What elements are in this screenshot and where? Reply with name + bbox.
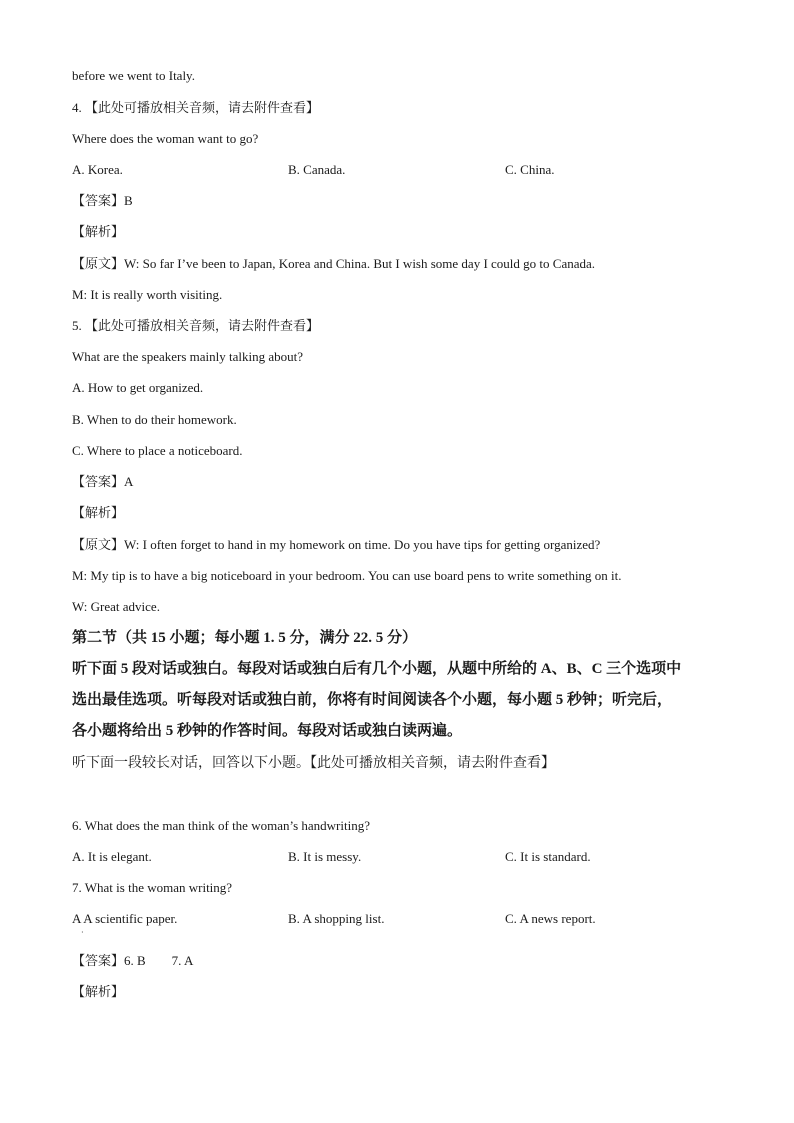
q6-q7-answer: 【答案】6. B 7. A (72, 953, 194, 968)
q4-header: 4. 【此处可播放相关音频，请去附件查看】 (72, 100, 320, 115)
q5-option-c: C. Where to place a noticeboard. (72, 443, 243, 458)
section-title: 第二节（共 15 小题；每小题 1. 5 分，满分 22. 5 分） (72, 630, 418, 646)
q5-header: 5. 【此处可播放相关音频，请去附件查看】 (72, 318, 320, 333)
q5-transcript-line: M: My tip is to have a big noticeboard in your bedroom. You can use board pens to write something on it. (72, 568, 622, 583)
q4-transcript-line: 【原文】W: So far I’ve been to Japan, Korea and China. But I wish some day I could go to Canada. (72, 256, 596, 271)
q6-q7-analysis: 【解析】 (72, 984, 125, 999)
q5-question: What are the speakers mainly talking about? (72, 349, 304, 364)
q6-option-b: B. It is messy. (288, 849, 362, 864)
q5-analysis: 【解析】 (72, 505, 125, 520)
q5-answer: 【答案】A (72, 474, 134, 489)
q6-question: 6. What does the man think of the woman’s handwriting? (72, 818, 370, 833)
q5-option-a: A. How to get organized. (72, 380, 204, 395)
prev-question-tail: before we went to Italy. (72, 68, 195, 83)
section-instructions-line: 选出最佳选项。听每段对话或独白前，你将有时间阅读各个小题，每小题 5 秒钟；听完后， (72, 692, 673, 708)
q5-transcript-line: W: Great advice. (72, 599, 160, 614)
q7-question: 7. What is the woman writing? (72, 880, 233, 895)
q4-option-c: C. China. (505, 162, 555, 177)
q6-option-a: A. It is elegant. (72, 849, 152, 864)
q4-option-a: A. Korea. (72, 162, 123, 177)
q5-transcript-line: 【原文】W: I often forget to hand in my homework on time. Do you have tips for getting organized? (72, 537, 601, 552)
q7-option-a: A A scientific paper. (72, 911, 178, 926)
audio-note: 听下面一段较长对话，回答以下小题。【此处可播放相关音频，请去附件查看】 (72, 756, 555, 771)
q4-option-b: B. Canada. (288, 162, 346, 177)
q7-option-b: B. A shopping list. (288, 911, 385, 926)
q5-option-b: B. When to do their homework. (72, 412, 237, 427)
q4-question: Where does the woman want to go? (72, 131, 259, 146)
section-instructions-line: 各小题将给出 5 秒钟的作答时间。每段对话或独白读两遍。 (72, 723, 463, 739)
section-instructions-line: 听下面 5 段对话或独白。每段对话或独白后有几个小题，从题中所给的 A、B、C 三个选项中 (72, 661, 682, 677)
q6-option-c: C. It is standard. (505, 849, 591, 864)
q7-option-c: C. A news report. (505, 911, 596, 926)
q4-analysis: 【解析】 (72, 224, 125, 239)
q4-answer: 【答案】B (72, 193, 133, 208)
q4-transcript-line: M: It is really worth visiting. (72, 287, 223, 302)
dot-mark: · (81, 928, 84, 937)
